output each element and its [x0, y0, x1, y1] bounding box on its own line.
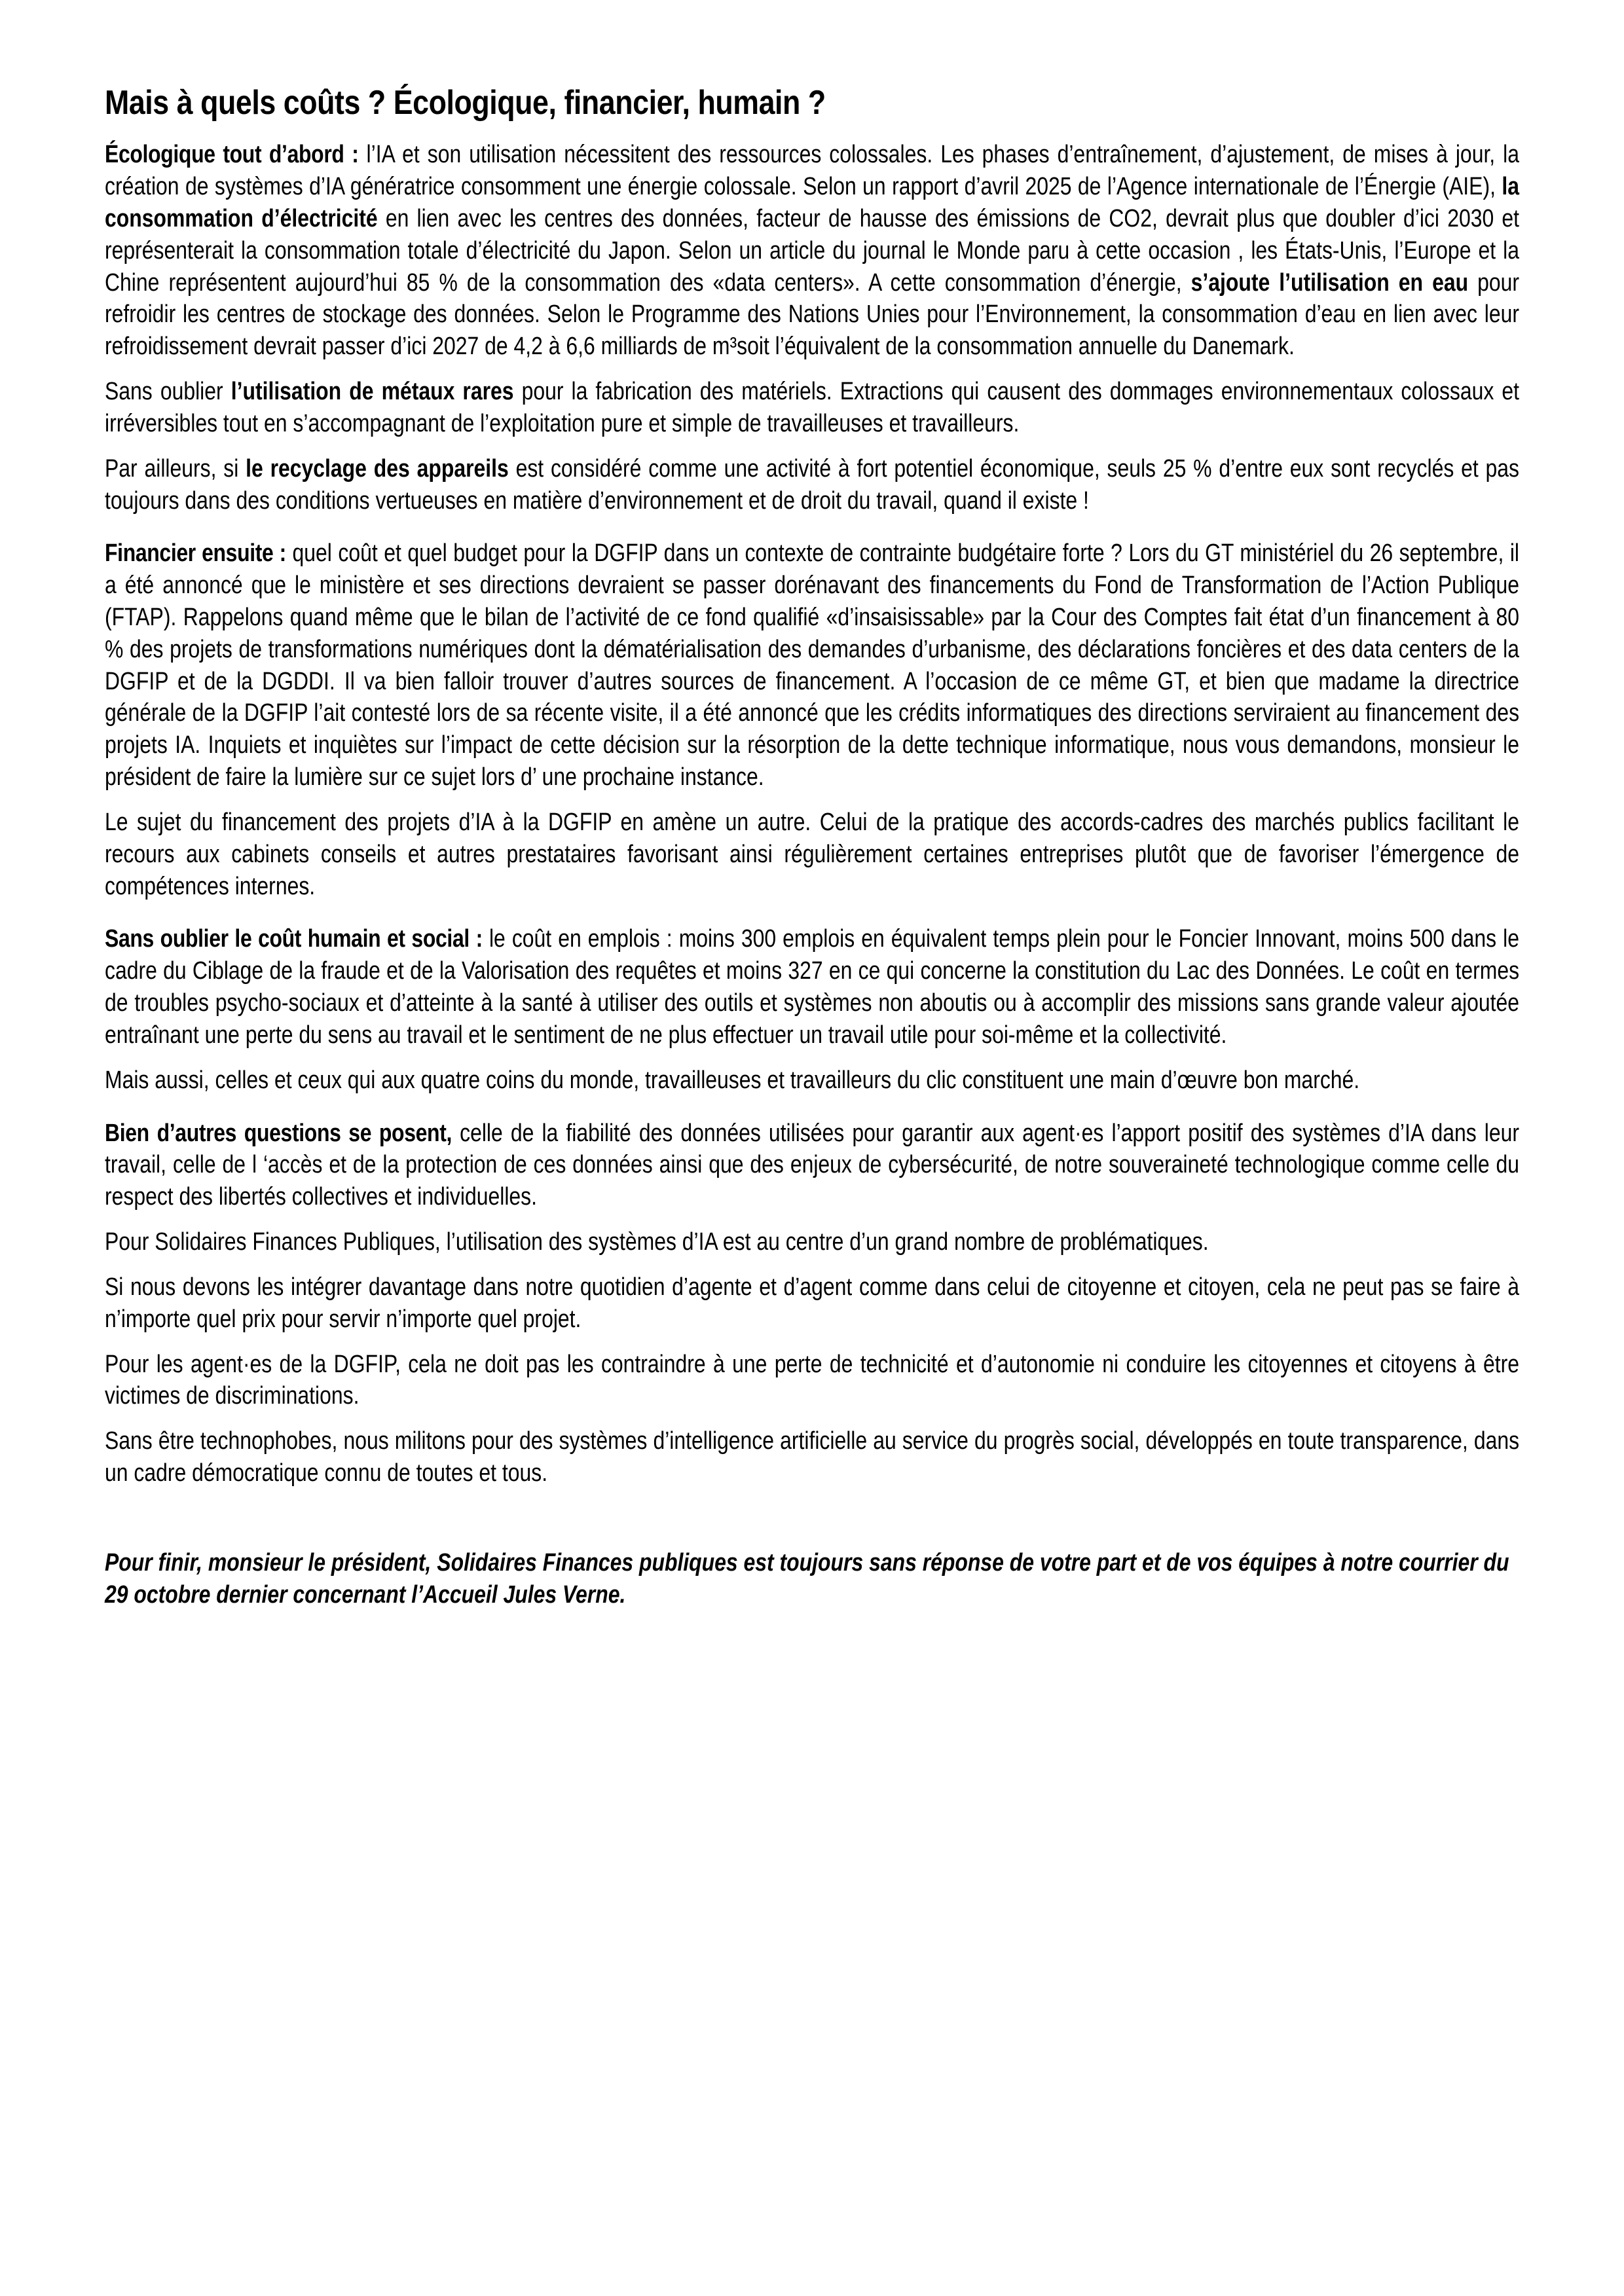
paragraph-q-p3: Si nous devons les intégrer davantage dans notre quotidien d’agente et d’agent comme dans celui de citoyenne et citoyen, cela ne peut pas se faire à n’importe quel prix pour servir n’importe quel projet. — [105, 1273, 1520, 1333]
paragraph-q-p5: Sans être technophobes, nous militons pour des systèmes d’intelligence artificielle au service du progrès social, développés en toute transparence, dans un cadre démocratique connu de toutes et tous. — [105, 1427, 1520, 1487]
paragraph-q-p4: Pour les agent·es de la DGFIP, cela ne doit pas les contraindre à une perte de technicité et d’autonomie ni conduire les citoyennes et citoyens à être victimes de discriminations. — [105, 1350, 1520, 1410]
paragraph-q-p1: Bien d’autres questions se posent, celle de la fiabilité des données utilisées pour garantir aux agent·es l’apport positif des systèmes d’IA dans leur travail, celle de l ‘accès et de la protection de ces données ainsi que des enjeux de cybersécurité, de notre souveraineté technologique comme celle du respect des libertés collectives et individuelles. — [105, 1119, 1520, 1211]
paragraph-hum-p1: Sans oublier le coût humain et social : le coût en emplois : moins 300 emplois en équivalent temps plein pour le Foncier Innovant, moins 500 dans le cadre du Ciblage de la fraude et de la Valorisation des requêtes et moins 327 en ce qui concerne la constitution du Lac des Données. Le coût en termes de troubles psycho-sociaux et d’atteinte à la santé à utiliser des outils et systèmes non aboutis ou à accomplir des missions sans grande valeur ajoutée entraînant une perte du sens au travail et le sentiment de ne plus effectuer un travail utile pour soi-même et la collectivité. — [105, 925, 1520, 1049]
emphasis-text: la consommation d’électricité — [105, 173, 1520, 232]
paragraph-eco-p1: Écologique tout d’abord : l’IA et son utilisation nécessitent des ressources colossales. Les phases d’entraînement, d’ajustement, de mises à jour, la création de systèmes d’IA génératrice consomment une énergie colossale. Selon un rapport d’avril 2025 de l’Agence internationale de l’Énergie (AIE), la consommation d’électricité en lien avec les centres des données, facteur de hausse des émissions de CO2, devrait plus que doubler d’ici 2030 et représenterait la consommation totale d’électricité du Japon. Selon un article du journal le Monde paru à cette occasion , les États-Unis, l’Europe et la Chine représentent aujourd’hui 85 % de la consommation des «data centers». A cette consommation d’énergie, s’ajoute l’utilisation en eau pour refroidir les centres de stockage des données. Selon le Programme des Nations Unies pour l’Environnement, la consommation d’eau en lien avec leur refroidissement devrait passer d’ici 2027 de 4,2 à 6,6 milliards de m³soit l’équivalent de la consommation annuelle du Danemark. — [105, 141, 1520, 361]
paragraph-fin-p1: Financier ensuite : quel coût et quel budget pour la DGFIP dans un contexte de contrainte budgétaire forte ? Lors du GT ministériel du 26 septembre, il a été annoncé que le ministère et ses directions devraient se passer dorénavant des financements du Fond de Transformation de l’Action Publique (FTAP). Rappelons quand même que le bilan de l’activité de ce fond qualifié «d’insaisissable» par la Cour des Comptes fait état d’un financement à 80 % des projets de transformations numériques dont la dématérialisation des demandes d’urbanisme, des déclarations foncières et des data centers de la DGFIP et de la DGDDI. Il va bien falloir trouver d’autres sources de financement. A l’occasion de ce même GT, et bien que madame la directrice générale de la DGFIP l’ait contesté lors de sa récente visite, il a été annoncé que les crédits informatiques des directions serviraient au financement des projets IA. Inquiets et inquiètes sur l’impact de cette décision sur la résorption de la dette technique informatique, nous vous demandons, monsieur le président de faire la lumière sur ce sujet lors d’ une prochaine instance. — [105, 539, 1520, 792]
paragraph-eco-p2: Sans oublier l’utilisation de métaux rares pour la fabrication des matériels. Extractions qui causent des dommages environnementaux colossaux et irréversibles tout en s’accompagnant de l’exploitation pure et simple de travailleuses et travailleurs. — [105, 378, 1520, 437]
emphasis-text: s’ajoute l’utilisation en eau — [1190, 268, 1469, 297]
emphasis-text: l’utilisation de métaux rares — [231, 378, 514, 406]
section-lead-in: Écologique tout d’abord : — [105, 141, 359, 169]
section-lead-in: Financier ensuite : — [105, 539, 286, 568]
emphasis-text: le recyclage des appareils — [246, 454, 509, 483]
paragraph-q-p2: Pour Solidaires Finances Publiques, l’utilisation des systèmes d’IA est au centre d’un grand nombre de problématiques. — [105, 1228, 1209, 1256]
paragraph-eco-p3: Par ailleurs, si le recyclage des appareils est considéré comme une activité à fort potentiel économique, seuls 25 % d’entre eux sont recyclés et pas toujours dans des conditions vertueuses en matière d’environnement et de droit du travail, quand il existe ! — [105, 454, 1520, 515]
section-lead-in: Sans oublier le coût humain et social : — [105, 925, 483, 953]
closing-statement: Pour finir, monsieur le président, Solidaires Finances publiques est toujours sans réponse de votre part et de vos équipes à notre courrier du 29 octobre dernier concernant l’Accueil Jules Verne. — [105, 1548, 1509, 1609]
paragraph-hum-p2: Mais aussi, celles et ceux qui aux quatre coins du monde, travailleuses et travailleurs du clic constituent une main d’œuvre bon marché. — [105, 1066, 1360, 1094]
section-lead-in: Bien d’autres questions se posent, — [105, 1119, 452, 1147]
paragraph-fin-p2: Le sujet du financement des projets d’IA à la DGFIP en amène un autre. Celui de la pratique des accords-cadres des marchés publics facilitant le recours aux cabinets conseils et autres prestataires favorisant ainsi régulièrement certaines entreprises plutôt que de favoriser l’émergence de compétences internes. — [105, 808, 1520, 900]
page-title: Mais à quels coûts ? Écologique, financier, humain ? — [105, 84, 826, 122]
